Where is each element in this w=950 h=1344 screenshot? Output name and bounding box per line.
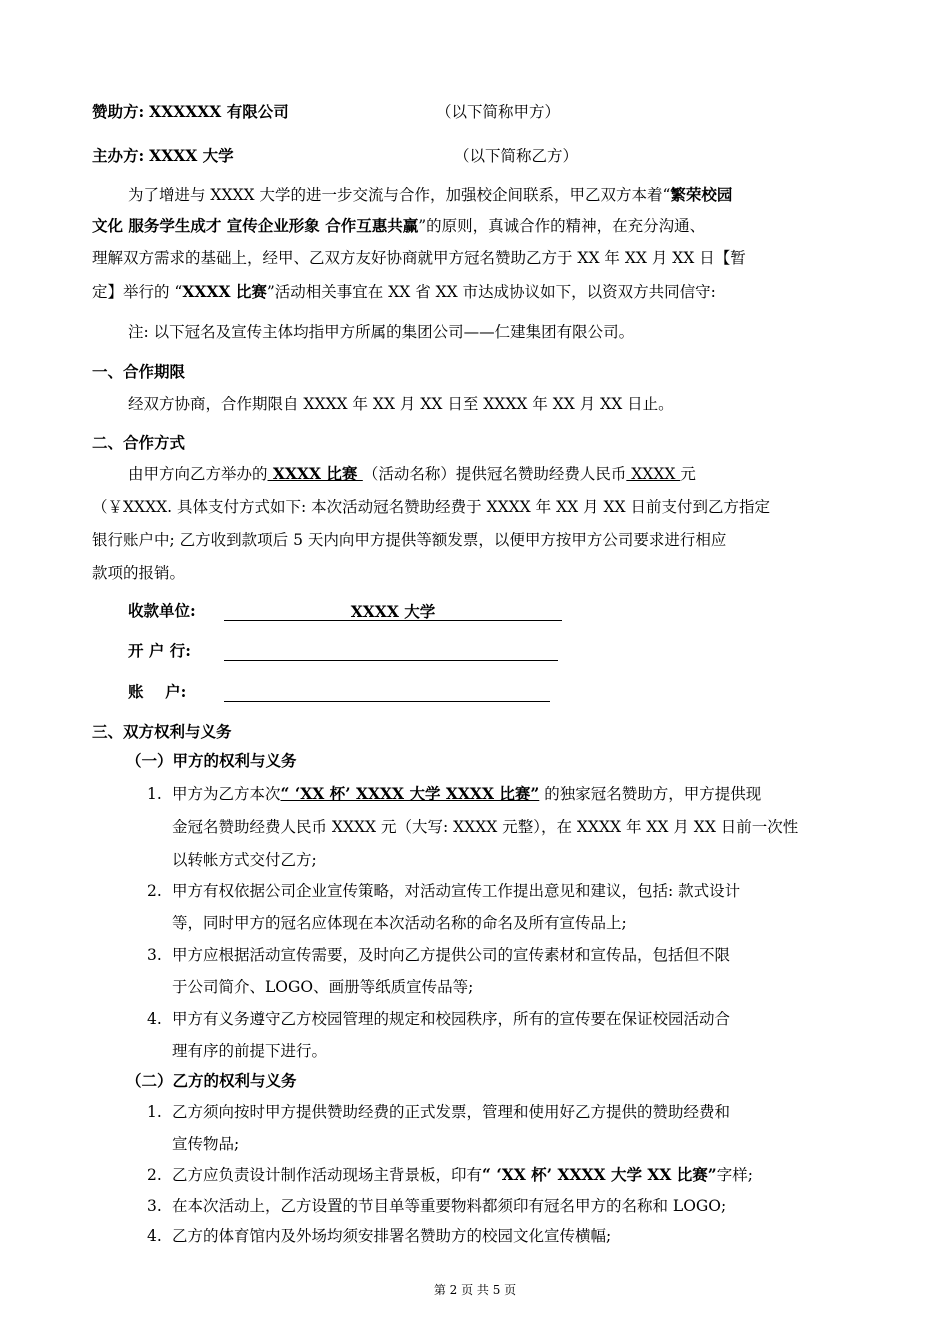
party-b-title: （二）乙方的权利与义务	[126, 1071, 297, 1090]
intro-note: 注: 以下冠名及宣传主体均指甲方所属的集团公司——仁建集团有限公司。	[128, 323, 635, 341]
sponsor-name: XXXXXX 有限公司	[149, 102, 289, 121]
organizer-label: 主办方:	[92, 146, 145, 165]
a1-event-title: “ ‘XX 杯’ XXXX 大学 XXXX 比赛”	[280, 784, 540, 803]
activity-name-blank: XXXX 比赛	[267, 464, 363, 483]
sponsor-alias: （以下简称甲方）	[436, 103, 561, 121]
b2-text: 乙方应负责设计制作活动现场主背景板，印有	[172, 1166, 483, 1184]
intro-line-2	[92, 216, 705, 236]
section-2-line-3: 银行账户中; 乙方收到款项后 5 天内向甲方提供等额发票，以便甲方按甲方公司要求进行相应	[92, 531, 727, 549]
b4-line: 乙方的体育馆内及外场均须安排署名赞助方的校园文化宣传横幅;	[172, 1227, 612, 1245]
a2-line-1: 甲方有权依据公司企业宣传策略，对活动宣传工作提出意见和建议，包括: 款式设计	[172, 882, 741, 900]
s2-text: 元	[680, 465, 696, 483]
intro-text: 定】举行的 “	[92, 283, 183, 301]
a2-number: 2.	[147, 882, 162, 900]
a1-line-1	[172, 784, 761, 804]
section-2-line-2: （￥XXXX. 具体支付方式如下: 本次活动冠名赞助经费于 XXXX 年 XX 月 XX 日前支付到乙方指定	[92, 498, 770, 516]
organizer-name: XXXX 大学	[149, 146, 234, 165]
event-name: XXXX 比赛	[182, 282, 267, 301]
amount-blank: XXXX	[626, 465, 681, 483]
sponsor-line	[92, 102, 289, 122]
a3-line-2: 于公司简介、LOGO、画册等纸质宣传品等;	[172, 978, 474, 996]
organizer-alias: （以下简称乙方）	[454, 147, 579, 165]
section-2-line-4: 款项的报销。	[92, 564, 186, 582]
a3-number: 3.	[147, 946, 162, 964]
page-footer: 第 2 页 共 5 页	[433, 1283, 517, 1297]
account-field	[224, 682, 550, 702]
section-2-line-1	[128, 464, 696, 484]
b1-number: 1.	[147, 1103, 162, 1121]
section-1-text: 经双方协商，合作期限自 XXXX 年 XX 月 XX 日至 XXXX 年 XX 月 XX 日止。	[128, 395, 674, 413]
section-1-title: 一、合作期限	[92, 362, 186, 381]
a4-number: 4.	[147, 1010, 162, 1028]
section-3-title: 三、双方权利与义务	[92, 722, 232, 741]
b2-text: 字样;	[716, 1166, 753, 1184]
party-a-title: （一）甲方的权利与义务	[126, 751, 297, 770]
b2-number: 2.	[147, 1166, 162, 1184]
sponsor-label: 赞助方:	[92, 102, 145, 121]
intro-text: ”活动相关事宜在 XX 省 XX 市达成协议如下，以资双方共同信守:	[266, 283, 716, 301]
a3-line-1: 甲方应根据活动宣传需要，及时向乙方提供公司的宣传素材和宣传品，包括但不限	[172, 946, 731, 964]
b1-line-2: 宣传物品;	[172, 1135, 240, 1153]
bank-field	[224, 641, 558, 661]
intro-line-4	[92, 282, 716, 302]
b3-line: 在本次活动上，乙方设置的节目单等重要物料都须印有冠名甲方的名称和 LOGO;	[172, 1197, 727, 1215]
a4-line-1: 甲方有义务遵守乙方校园管理的规定和校园秩序，所有的宣传要在保证校园活动合	[172, 1010, 731, 1028]
b3-number: 3.	[147, 1197, 162, 1215]
bank-blank	[224, 642, 558, 661]
intro-line-3: 理解双方需求的基础上，经甲、乙双方友好协商就甲方冠名赞助乙方于 XX 年 XX 月 XX 日【暂	[92, 249, 746, 267]
intro-line-1	[128, 185, 732, 205]
a1-line-3: 以转帐方式交付乙方;	[172, 851, 317, 869]
intro-text: ”的原则，真诚合作的精神，在充分沟通、	[418, 217, 706, 235]
a4-line-2: 理有序的前提下进行。	[172, 1042, 328, 1060]
b1-line-1: 乙方须向按时甲方提供赞助经费的正式发票，管理和使用好乙方提供的赞助经费和	[172, 1103, 731, 1121]
b4-number: 4.	[147, 1227, 162, 1245]
a1-text: 的独家冠名赞助方，甲方提供现	[539, 785, 762, 803]
s2-text: （活动名称）提供冠名赞助经费人民币	[362, 465, 627, 483]
payee-field	[224, 601, 562, 621]
bank-label: 开 户 行:	[128, 641, 192, 660]
intro-text: 为了增进与 XXXX 大学的进一步交流与合作，加强校企间联系，甲乙双方本着“	[128, 186, 671, 204]
payee-label: 收款单位:	[128, 601, 196, 620]
b2-event-title: “ ‘XX 杯’ XXXX 大学 XX 比赛”	[482, 1165, 717, 1184]
a1-number: 1.	[147, 785, 162, 803]
section-2-title: 二、合作方式	[92, 433, 186, 452]
a2-line-2: 等，同时甲方的冠名应体现在本次活动名称的命名及所有宣传品上;	[172, 914, 627, 932]
account-label: 账 户:	[128, 682, 187, 701]
payee-value: XXXX 大学	[224, 602, 562, 621]
b2-line	[172, 1165, 753, 1185]
a1-text: 甲方为乙方本次	[172, 785, 281, 803]
s2-text: 由甲方向乙方举办的	[128, 465, 268, 483]
account-blank	[224, 683, 550, 702]
intro-principle: 文化 服务学生成才 宣传企业形象 合作互惠共赢	[92, 216, 419, 235]
intro-principle: 繁荣校园	[670, 185, 733, 204]
organizer-line	[92, 146, 234, 166]
a1-line-2: 金冠名赞助经费人民币 XXXX 元（大写: XXXX 元整），在 XXXX 年 XX 月 XX 日前一次性	[172, 818, 799, 836]
